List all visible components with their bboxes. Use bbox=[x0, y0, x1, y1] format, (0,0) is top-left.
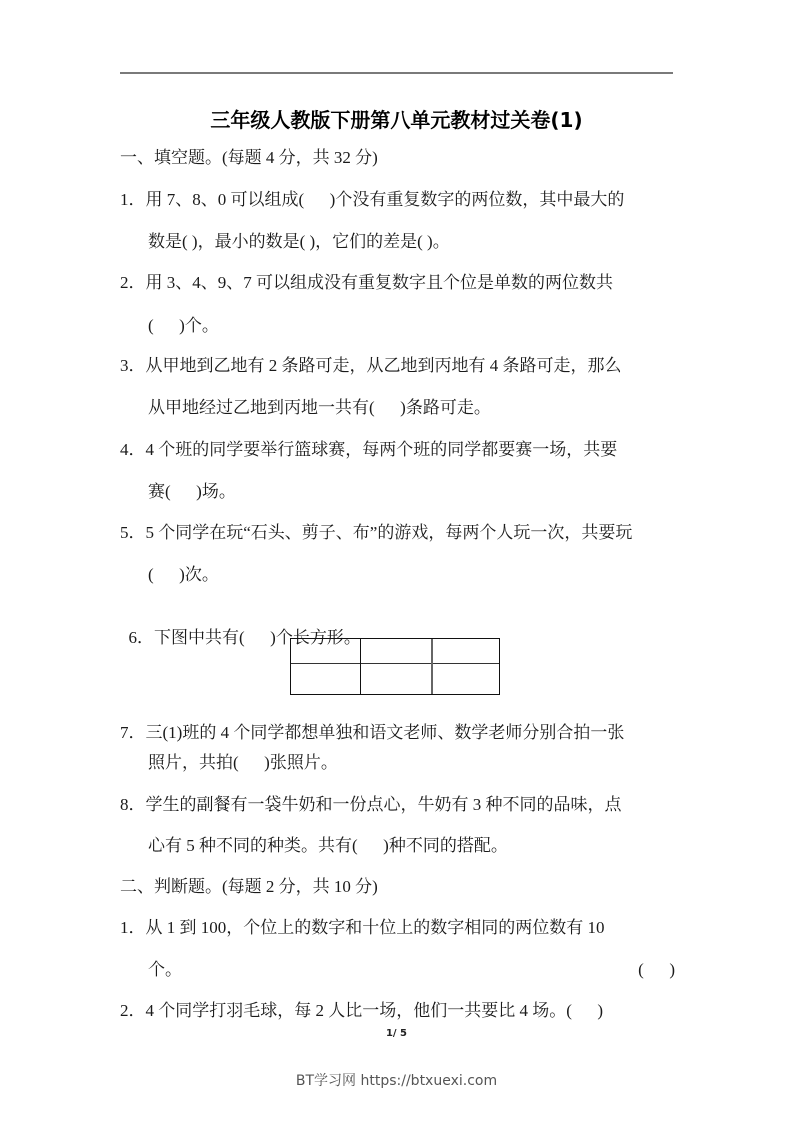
question-3-line-1 bbox=[120, 355, 675, 377]
question-text: 个。 bbox=[148, 960, 182, 979]
grid-vertical-divider-1 bbox=[360, 639, 361, 694]
section-heading-fill-in: 一、填空题。(每题 4 分，共 32 分) bbox=[120, 148, 378, 167]
question-text: 下图中共有( )个长方形。 bbox=[154, 628, 361, 647]
question-1-line-2: 数是( )，最小的数是( )，它们的差是( )。 bbox=[148, 232, 450, 251]
question-number: 2． bbox=[120, 273, 146, 292]
question-number: 4． bbox=[120, 440, 146, 459]
rectangle-grid-figure bbox=[290, 638, 500, 695]
judge-2-line-1 bbox=[120, 1000, 675, 1022]
header-rule bbox=[120, 72, 673, 74]
question-number: 3． bbox=[120, 356, 146, 375]
question-text: 4 个同学打羽毛球，每 2 人比一场，他们一共要比 4 场。 bbox=[145, 1001, 567, 1020]
question-7-line-1 bbox=[120, 722, 675, 744]
grid-horizontal-divider bbox=[291, 663, 499, 664]
page-indicator: 1/ 5 bbox=[385, 1028, 408, 1039]
question-number: 7． bbox=[120, 723, 146, 742]
question-7-line-2: 照片，共拍( )张照片。 bbox=[148, 753, 338, 772]
question-number: 2． bbox=[120, 1001, 146, 1020]
answer-box[interactable]: ( ) bbox=[566, 1001, 604, 1020]
question-text: 5 个同学在玩“石头、剪子、布”的游戏，每两个人玩一次，共要玩 bbox=[145, 523, 633, 542]
question-text: 从 1 到 100，个位上的数字和十位上的数字相同的两位数有 10 bbox=[145, 918, 605, 937]
question-number: 1． bbox=[120, 918, 146, 937]
answer-box[interactable]: ( ) bbox=[638, 960, 675, 979]
question-2-line-2: ( )个。 bbox=[148, 316, 219, 335]
question-1-line-1 bbox=[120, 189, 675, 211]
question-text: 用 7、8、0 可以组成( )个没有重复数字的两位数，其中最大的 bbox=[145, 190, 625, 209]
judge-1-line-2 bbox=[148, 959, 675, 981]
judge-1-line-1 bbox=[120, 917, 675, 939]
question-number: 8． bbox=[120, 795, 146, 814]
question-4-line-1 bbox=[120, 439, 675, 461]
question-8-line-2: 心有 5 种不同的种类。共有( )种不同的搭配。 bbox=[148, 836, 508, 855]
question-8-line-1 bbox=[120, 794, 675, 816]
question-number: 6． bbox=[128, 628, 154, 647]
question-4-line-2: 赛( )场。 bbox=[148, 482, 236, 501]
question-number: 1． bbox=[120, 190, 146, 209]
question-text: 学生的副餐有一袋牛奶和一份点心，牛奶有 3 种不同的品味，点 bbox=[145, 795, 622, 814]
question-5-line-2: ( )次。 bbox=[148, 565, 219, 584]
grid-vertical-divider-2 bbox=[431, 639, 433, 694]
question-text: 三(1)班的 4 个同学都想单独和语文老师、数学老师分别合拍一张 bbox=[145, 723, 625, 742]
section-heading-true-false: 二、判断题。(每题 2 分，共 10 分) bbox=[120, 877, 378, 896]
question-number: 5． bbox=[120, 523, 146, 542]
question-text: 4 个班的同学要举行篮球赛，每两个班的同学都要赛一场，共要 bbox=[145, 440, 618, 459]
question-3-line-2: 从甲地经过乙地到丙地一共有( )条路可走。 bbox=[148, 398, 491, 417]
question-5-line-1 bbox=[120, 522, 675, 544]
question-text: 从甲地到乙地有 2 条路可走，从乙地到丙地有 4 条路可走，那么 bbox=[145, 356, 622, 375]
question-2-line-1 bbox=[120, 272, 675, 294]
question-text: 用 3、4、9、7 可以组成没有重复数字且个位是单数的两位数共 bbox=[145, 273, 613, 292]
page-title: 三年级人教版下册第八单元教材过关卷(1) bbox=[210, 108, 583, 132]
footer-watermark: BT学习网 https://btxuexi.com bbox=[295, 1073, 498, 1089]
